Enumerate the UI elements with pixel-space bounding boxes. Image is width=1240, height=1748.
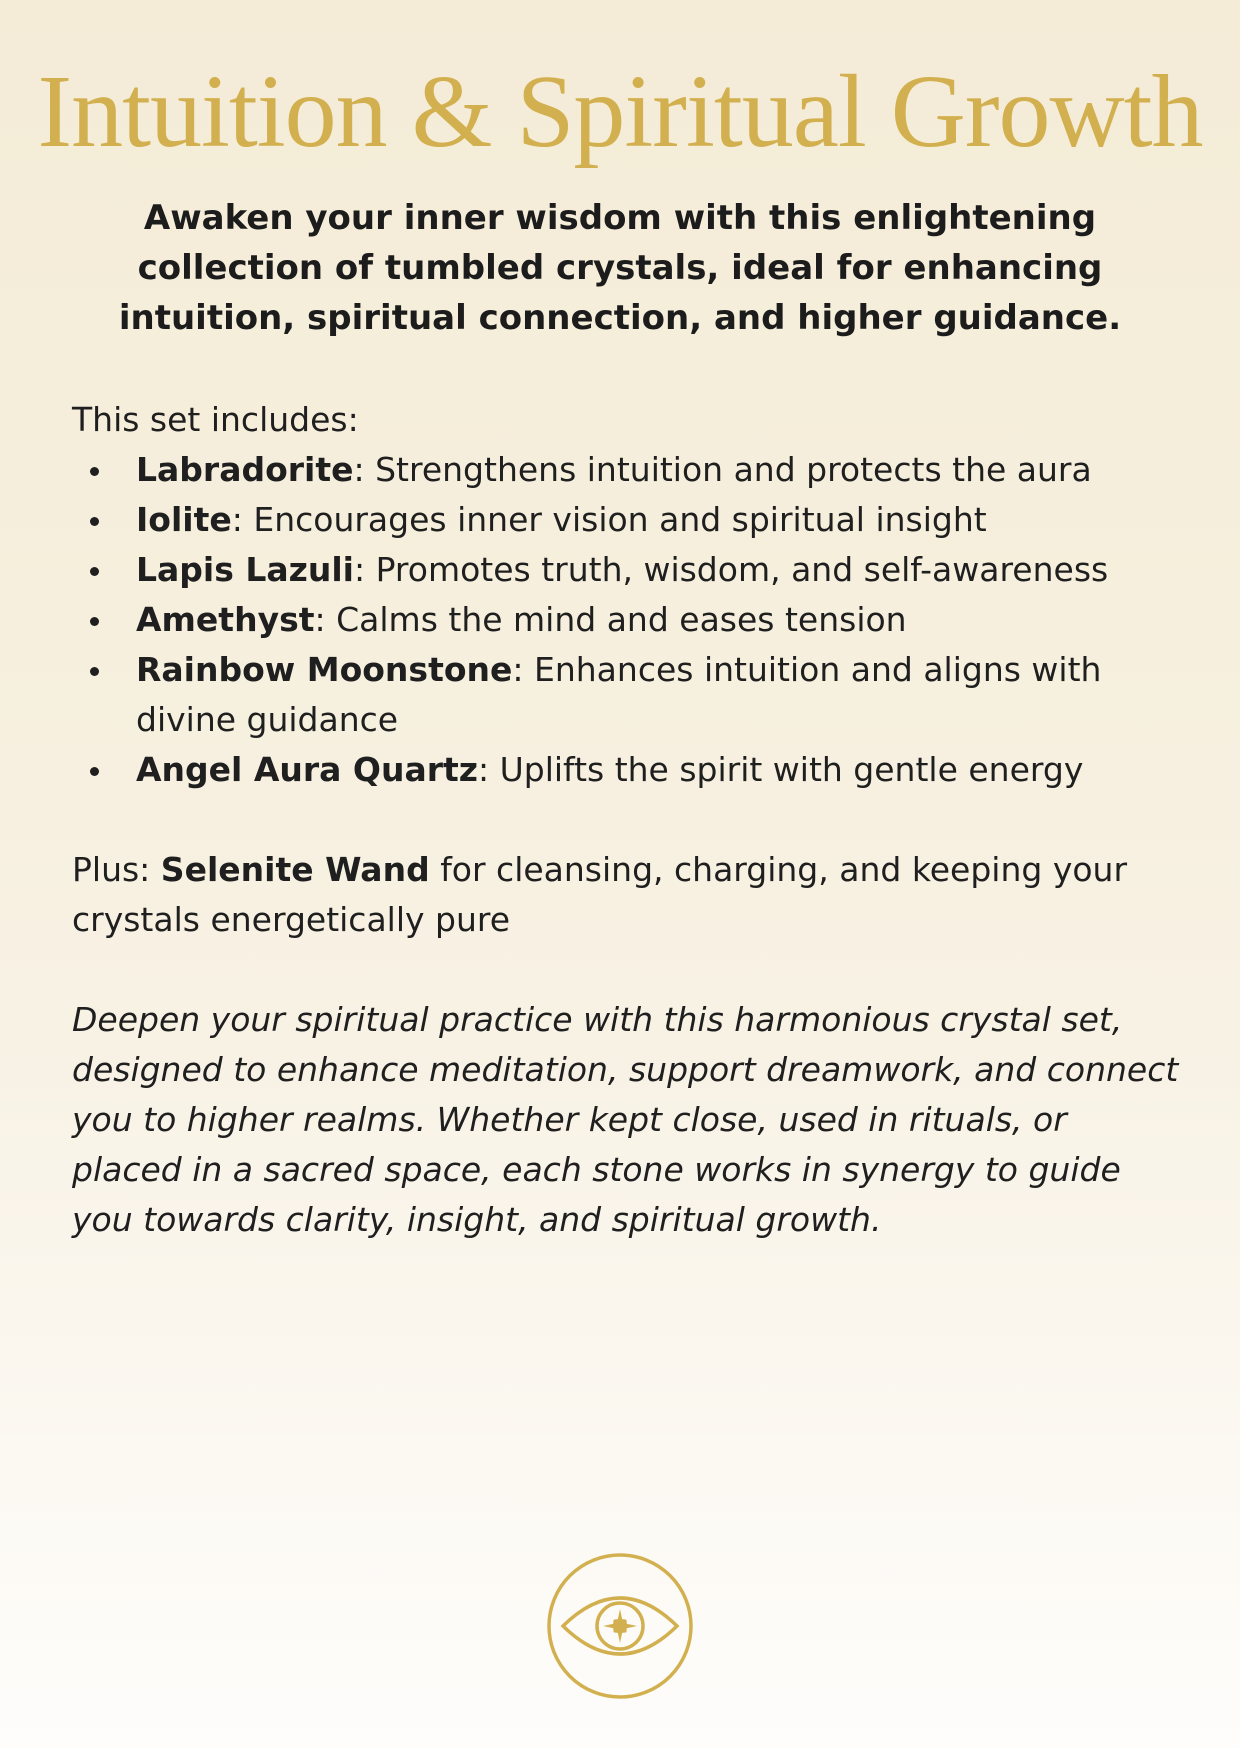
page-title: Intuition & Spiritual Growth	[37, 54, 1203, 169]
set-label: This set includes:	[72, 400, 359, 439]
crystal-description: : Strengthens intuition and protects the aura	[353, 450, 1092, 489]
eye-star-icon	[545, 1551, 695, 1701]
crystal-name: Lapis Lazuli	[136, 550, 354, 589]
list-item	[72, 745, 1132, 795]
bullet-icon	[90, 667, 99, 676]
bullet-icon	[90, 567, 99, 576]
list-item	[72, 445, 1132, 495]
bullet-icon	[90, 617, 99, 626]
plus-text	[72, 845, 1152, 945]
list-item	[72, 495, 1132, 545]
crystal-description: : Enhances intuition and aligns with divine guidance	[136, 650, 1102, 739]
plus-rest: for cleansing, charging, and keeping your crystals energetically pure	[72, 850, 1128, 939]
bullet-icon	[90, 517, 99, 526]
bullet-icon	[90, 767, 99, 776]
bullet-icon	[90, 467, 99, 476]
closing-text: Deepen your spiritual practice with this harmonious crystal set, designed to enhance meditation, support dreamwork, and connect you to higher realms. Whether kept close, used in rituals, or placed in a sacred space, each stone works in synergy to guide you towards clarity, insight, and spiritual growth.	[72, 1000, 1179, 1239]
crystal-name: Rainbow Moonstone	[136, 650, 513, 689]
list-item	[72, 595, 1132, 645]
crystal-description: : Calms the mind and eases tension	[314, 600, 907, 639]
crystal-list	[72, 445, 1132, 795]
plus-prefix: Plus:	[72, 850, 161, 889]
plus-item: Selenite Wand	[160, 850, 430, 889]
crystal-name: Amethyst	[136, 600, 315, 639]
list-item	[72, 545, 1132, 595]
crystal-description: : Encourages inner vision and spiritual insight	[231, 500, 987, 539]
crystal-name: Angel Aura Quartz	[136, 750, 478, 789]
intro-text: Awaken your inner wisdom with this enlightening collection of tumbled crystals, ideal for enhancing intuition, spiritual connection, and higher guidance.	[118, 198, 1122, 338]
crystal-name: Iolite	[136, 500, 232, 539]
crystal-description: : Uplifts the spirit with gentle energy	[477, 750, 1084, 789]
crystal-name: Labradorite	[136, 450, 354, 489]
crystal-description: : Promotes truth, wisdom, and self-awareness	[353, 550, 1109, 589]
list-item	[72, 645, 1132, 745]
